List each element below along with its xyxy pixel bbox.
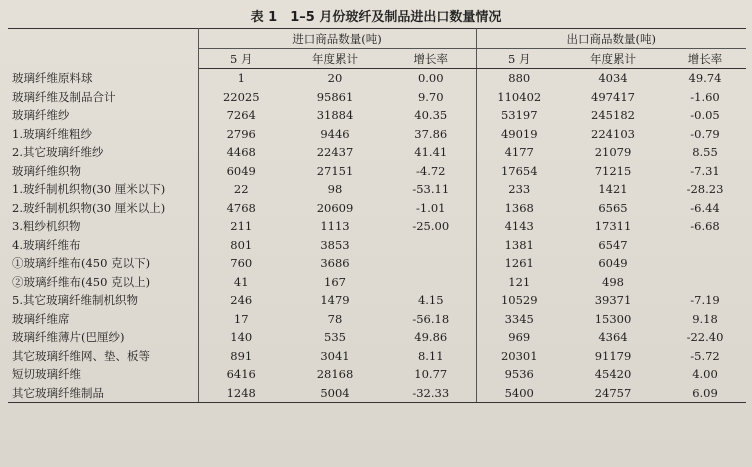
row-label: 玻璃纤维席 <box>8 310 198 329</box>
cell-import-month: 22 <box>233 182 249 197</box>
cell-export-month: 53197 <box>500 108 538 123</box>
col-header-import-ytd: 年度累计 <box>284 49 386 69</box>
row-label-header <box>8 29 198 69</box>
cell-import-ytd: 3041 <box>320 348 350 363</box>
row-label: 4.玻璃纤维布 <box>8 236 198 255</box>
cell-import-ytd: 78 <box>327 311 343 326</box>
cell-export-ytd: 17311 <box>594 219 632 234</box>
cell-import-growth: -56.18 <box>386 310 476 329</box>
cell-import-ytd: 27151 <box>316 163 354 178</box>
row-label: 3.粗纱机织物 <box>8 217 198 236</box>
cell-export-ytd: 71215 <box>594 163 632 178</box>
cell-export-growth: -28.23 <box>686 182 724 197</box>
cell-import-ytd: 98 <box>327 182 343 197</box>
row-label: 玻璃纤维纱 <box>8 106 198 125</box>
row-label: 1.玻璃纤维粗纱 <box>8 125 198 144</box>
cell-export-growth: -0.05 <box>690 108 720 123</box>
cell-import-month: 7264 <box>226 108 256 123</box>
table-row <box>8 254 746 273</box>
cell-import-growth: -25.00 <box>386 217 476 236</box>
table-row <box>8 384 746 403</box>
table-title: 表 1 1–5 月份玻纤及制品进出口数量情况 <box>250 10 502 25</box>
cell-export-month: 49019 <box>500 126 538 141</box>
cell-export-growth <box>664 236 746 255</box>
table-row <box>8 180 746 199</box>
cell-export-ytd: 21079 <box>594 145 632 160</box>
table-row <box>8 106 746 125</box>
cell-export-month: 121 <box>508 274 531 289</box>
cell-import-month: 1248 <box>198 384 284 403</box>
cell-export-growth <box>664 254 746 273</box>
cell-export-month: 3345 <box>504 311 534 326</box>
cell-export-ytd: 1421 <box>598 182 628 197</box>
cell-import-month: 41 <box>233 274 249 289</box>
cell-import-month: 4768 <box>226 200 256 215</box>
cell-export-month: 4177 <box>504 145 534 160</box>
table-row <box>8 291 746 310</box>
cell-import-ytd: 22437 <box>316 145 354 160</box>
cell-export-growth: -7.31 <box>690 163 720 178</box>
cell-import-month: 246 <box>230 293 253 308</box>
cell-import-month: 17 <box>233 311 249 326</box>
cell-export-growth: -0.79 <box>690 126 720 141</box>
cell-import-growth: 41.41 <box>386 143 476 162</box>
cell-export-ytd: 497417 <box>591 89 635 104</box>
cell-export-growth: -1.60 <box>690 89 720 104</box>
table-row <box>8 88 746 107</box>
cell-export-growth: -7.19 <box>690 293 720 308</box>
trade-table <box>8 28 746 403</box>
col-header-import-month: 5 月 <box>198 49 284 69</box>
cell-import-growth <box>386 236 476 255</box>
cell-import-ytd: 20 <box>327 71 343 86</box>
export-group-header: 出口商品数量(吨) <box>476 29 746 49</box>
cell-export-growth: -22.40 <box>686 330 724 345</box>
cell-export-ytd: 45420 <box>594 367 632 382</box>
cell-import-ytd: 28168 <box>316 367 354 382</box>
cell-export-month: 233 <box>508 182 531 197</box>
cell-export-month: 1368 <box>504 200 534 215</box>
row-label: ②玻璃纤维布(450 克以上) <box>8 273 198 292</box>
row-label: 玻璃纤维薄片(巴厘纱) <box>8 328 198 347</box>
cell-export-ytd: 91179 <box>594 348 632 363</box>
cell-export-growth: 6.09 <box>664 384 746 403</box>
cell-import-growth: 49.86 <box>386 328 476 347</box>
row-label: 其它玻璃纤维网、垫、板等 <box>8 347 198 366</box>
table-row <box>8 217 746 236</box>
cell-import-growth: 9.70 <box>386 88 476 107</box>
row-label: 2.其它玻璃纤维纱 <box>8 143 198 162</box>
import-group-header: 进口商品数量(吨) <box>198 29 476 49</box>
cell-export-ytd: 4364 <box>598 330 628 345</box>
cell-export-growth: -6.44 <box>690 200 720 215</box>
table-row <box>8 328 746 347</box>
table-row <box>8 347 746 366</box>
cell-export-month: 10529 <box>500 293 538 308</box>
cell-import-ytd: 9446 <box>320 126 350 141</box>
cell-import-month: 801 <box>230 237 253 252</box>
cell-export-ytd: 4034 <box>598 71 628 86</box>
cell-export-ytd: 6547 <box>598 237 628 252</box>
cell-export-month: 1381 <box>504 237 534 252</box>
cell-import-month: 140 <box>230 330 253 345</box>
cell-import-month: 6049 <box>226 163 256 178</box>
col-header-export-ytd: 年度累计 <box>562 49 664 69</box>
cell-export-month: 5400 <box>476 384 562 403</box>
cell-export-growth: -6.68 <box>690 219 720 234</box>
cell-import-ytd: 1113 <box>320 219 350 234</box>
cell-import-ytd: 167 <box>324 274 346 289</box>
cell-export-growth: 49.74 <box>688 71 722 86</box>
cell-import-ytd: 20609 <box>316 200 354 215</box>
table-row <box>8 310 746 329</box>
cell-import-growth <box>386 254 476 273</box>
col-header-export-month: 5 月 <box>476 49 562 69</box>
cell-import-month: 211 <box>230 219 253 234</box>
cell-export-growth <box>664 273 746 292</box>
cell-import-growth: 8.11 <box>386 347 476 366</box>
cell-import-growth: 10.77 <box>386 365 476 384</box>
table-row <box>8 273 746 292</box>
col-header-export-growth: 增长率 <box>664 49 746 69</box>
cell-export-ytd: 224103 <box>591 126 635 141</box>
cell-import-month: 4468 <box>226 145 256 160</box>
cell-import-ytd: 5004 <box>284 384 386 403</box>
row-label: 玻璃纤维及制品合计 <box>8 88 198 107</box>
cell-export-ytd: 6565 <box>598 200 628 215</box>
row-label: 1.玻纤制机织物(30 厘米以下) <box>8 180 198 199</box>
cell-import-month: 760 <box>230 256 253 271</box>
cell-export-month: 17654 <box>500 163 538 178</box>
cell-import-month: 1 <box>237 71 245 86</box>
cell-import-ytd: 535 <box>324 330 346 345</box>
row-label: 短切玻璃纤维 <box>8 365 198 384</box>
cell-import-growth: 0.00 <box>386 69 476 88</box>
cell-export-ytd: 15300 <box>594 311 632 326</box>
table-row <box>8 125 746 144</box>
cell-import-growth: -53.11 <box>386 180 476 199</box>
cell-export-month: 20301 <box>500 348 538 363</box>
cell-import-growth: -4.72 <box>386 162 476 181</box>
cell-import-ytd: 3853 <box>320 237 350 252</box>
cell-import-ytd: 1479 <box>320 293 350 308</box>
cell-import-growth: 40.35 <box>386 106 476 125</box>
table-row <box>8 365 746 384</box>
row-label: 5.其它玻璃纤维制机织物 <box>8 291 198 310</box>
cell-export-ytd: 24757 <box>562 384 664 403</box>
cell-export-ytd: 39371 <box>594 293 632 308</box>
table-row <box>8 162 746 181</box>
cell-import-growth: -32.33 <box>386 384 476 403</box>
cell-export-ytd: 498 <box>602 274 624 289</box>
table-row <box>8 143 746 162</box>
cell-export-growth: 9.18 <box>692 311 718 326</box>
cell-export-month: 1261 <box>504 256 534 271</box>
cell-export-month: 9536 <box>504 367 534 382</box>
row-label: 玻璃纤维织物 <box>8 162 198 181</box>
cell-import-ytd: 3686 <box>320 256 350 271</box>
cell-export-growth: 8.55 <box>692 145 718 160</box>
cell-import-growth <box>386 273 476 292</box>
cell-export-month: 4143 <box>504 219 534 234</box>
cell-export-month: 110402 <box>497 89 542 104</box>
cell-import-growth: 37.86 <box>386 125 476 144</box>
row-label: 其它玻璃纤维制品 <box>8 384 198 403</box>
cell-export-month: 969 <box>508 330 531 345</box>
row-label: 玻璃纤维原料球 <box>8 69 198 88</box>
row-label: ①玻璃纤维布(450 克以下) <box>8 254 198 273</box>
cell-import-ytd: 31884 <box>316 108 354 123</box>
header-row-group <box>8 29 746 49</box>
cell-export-ytd: 245182 <box>591 108 635 123</box>
col-header-import-growth: 增长率 <box>386 49 476 69</box>
cell-import-month: 22025 <box>222 89 260 104</box>
cell-export-month: 880 <box>508 71 531 86</box>
cell-import-ytd: 95861 <box>316 89 354 104</box>
cell-import-month: 6416 <box>226 367 256 382</box>
cell-import-growth: 4.15 <box>386 291 476 310</box>
cell-import-growth: -1.01 <box>386 199 476 218</box>
cell-export-growth: 4.00 <box>692 367 718 382</box>
row-label: 2.玻纤制机织物(30 厘米以上) <box>8 199 198 218</box>
cell-import-month: 891 <box>230 348 253 363</box>
table-row <box>8 199 746 218</box>
table-row <box>8 69 746 88</box>
cell-import-month: 2796 <box>226 126 256 141</box>
table-row <box>8 236 746 255</box>
cell-export-growth: -5.72 <box>690 348 720 363</box>
cell-export-ytd: 6049 <box>598 256 628 271</box>
